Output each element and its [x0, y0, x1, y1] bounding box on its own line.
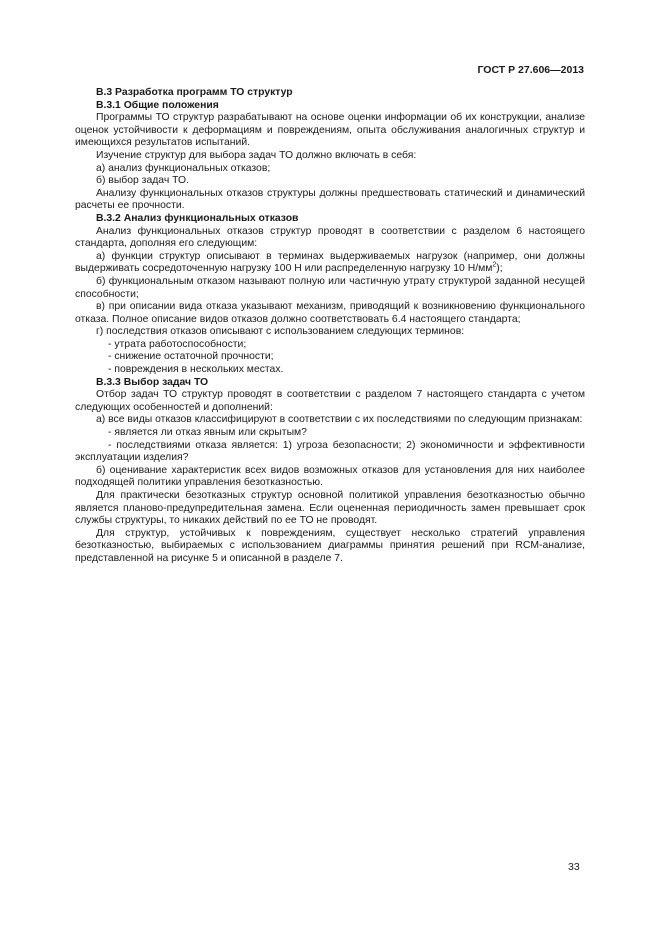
list-item: г) последствия отказов описывают с использованием следующих терминов: — [96, 326, 465, 338]
bullet-item: - повреждения в нескольких местах. — [108, 364, 284, 376]
paragraph: Анализ функциональных отказов структур проводят в соответствии с разделом 6 настоящего стандарта, дополняя его следующим: — [75, 225, 585, 250]
list-item: б) оценивание характеристик всех видов возможных отказов для установления для них наиболее подходящей политики управления безотказностью. — [75, 464, 585, 489]
paragraph: Анализу функциональных отказов структуры должны предшествовать статический и динамический расчеты ее прочности. — [75, 187, 585, 212]
superscript: 2 — [492, 261, 497, 269]
page-number: 33 — [568, 861, 580, 873]
section-heading-b3: В.3 Разработка программ ТО структур — [96, 87, 293, 98]
standard-header: ГОСТ Р 27.606—2013 — [477, 64, 584, 76]
subsection-heading-b33: В.3.3 Выбор задач ТО — [96, 376, 209, 388]
list-item: а) все виды отказов классифицируют в соответствии с их последствиями по следующим признакам: — [96, 414, 583, 426]
list-item: а) анализ функциональных отказов; — [96, 162, 271, 174]
document-body — [75, 87, 585, 566]
paragraph: Программы ТО структур разрабатывают на основе оценки информации об их конструкции, анализе оценок устойчивости к деформациям и повреждениям, опыта обслуживания аналогичных структур и имеющихся результатов испытаний. — [75, 112, 585, 149]
bullet-item: - последствиями отказа является: 1) угроза безопасности; 2) экономичности и эффективности эксплуатации изделия? — [75, 439, 585, 464]
bullet-item: - утрата работоспособности; — [108, 338, 247, 350]
paragraph: Для структур, устойчивых к повреждениям, существует несколько стратегий управления безотказностью, выбираемых с использованием диаграммы принятия решений при RCM-анализе, представленной на рисунке 5 и описанной в разделе 7. — [75, 527, 585, 564]
list-item-text: а) функции структур описывают в терминах выдерживаемых нагрузок (например, они должны выдерживать сосредоточенную нагрузку 100 Н или распределенную нагрузку 10 Н/мм — [75, 250, 585, 275]
paragraph: Изучение структур для выбора задач ТО должно включать в себя: — [96, 149, 417, 161]
bullet-item: - является ли отказ явным или скрытым? — [108, 427, 307, 439]
paragraph: Для практически безотказных структур основной политикой управления безотказностью обычно является планово-предупредительная замена. Если оцененная периодичность замен превышает срок службы структуры, то никаких действий по ее ТО не проводят. — [75, 490, 585, 527]
list-item: в) при описании вида отказа указывают механизм, приводящий к возникновению функционального отказа. Полное описание видов отказов должно соответствовать 6.4 настоящего стандарта; — [75, 301, 585, 325]
list-item-text-end: ); — [496, 263, 503, 275]
bullet-item: - снижение остаточной прочности; — [108, 351, 274, 363]
subsection-heading-b31: В.3.1 Общие положения — [96, 99, 219, 111]
list-item: б) выбор задач ТО. — [96, 175, 189, 187]
list-item: б) функциональным отказом называют полную или частичную утрату структурой заданной несущей способности; — [75, 275, 585, 300]
list-item — [75, 251, 585, 276]
subsection-heading-b32: В.3.2 Анализ функциональных отказов — [96, 212, 299, 224]
paragraph: Отбор задач ТО структур проводят в соответствии с разделом 7 настоящего стандарта с учетом следующих особенностей и дополнений: — [75, 389, 585, 413]
